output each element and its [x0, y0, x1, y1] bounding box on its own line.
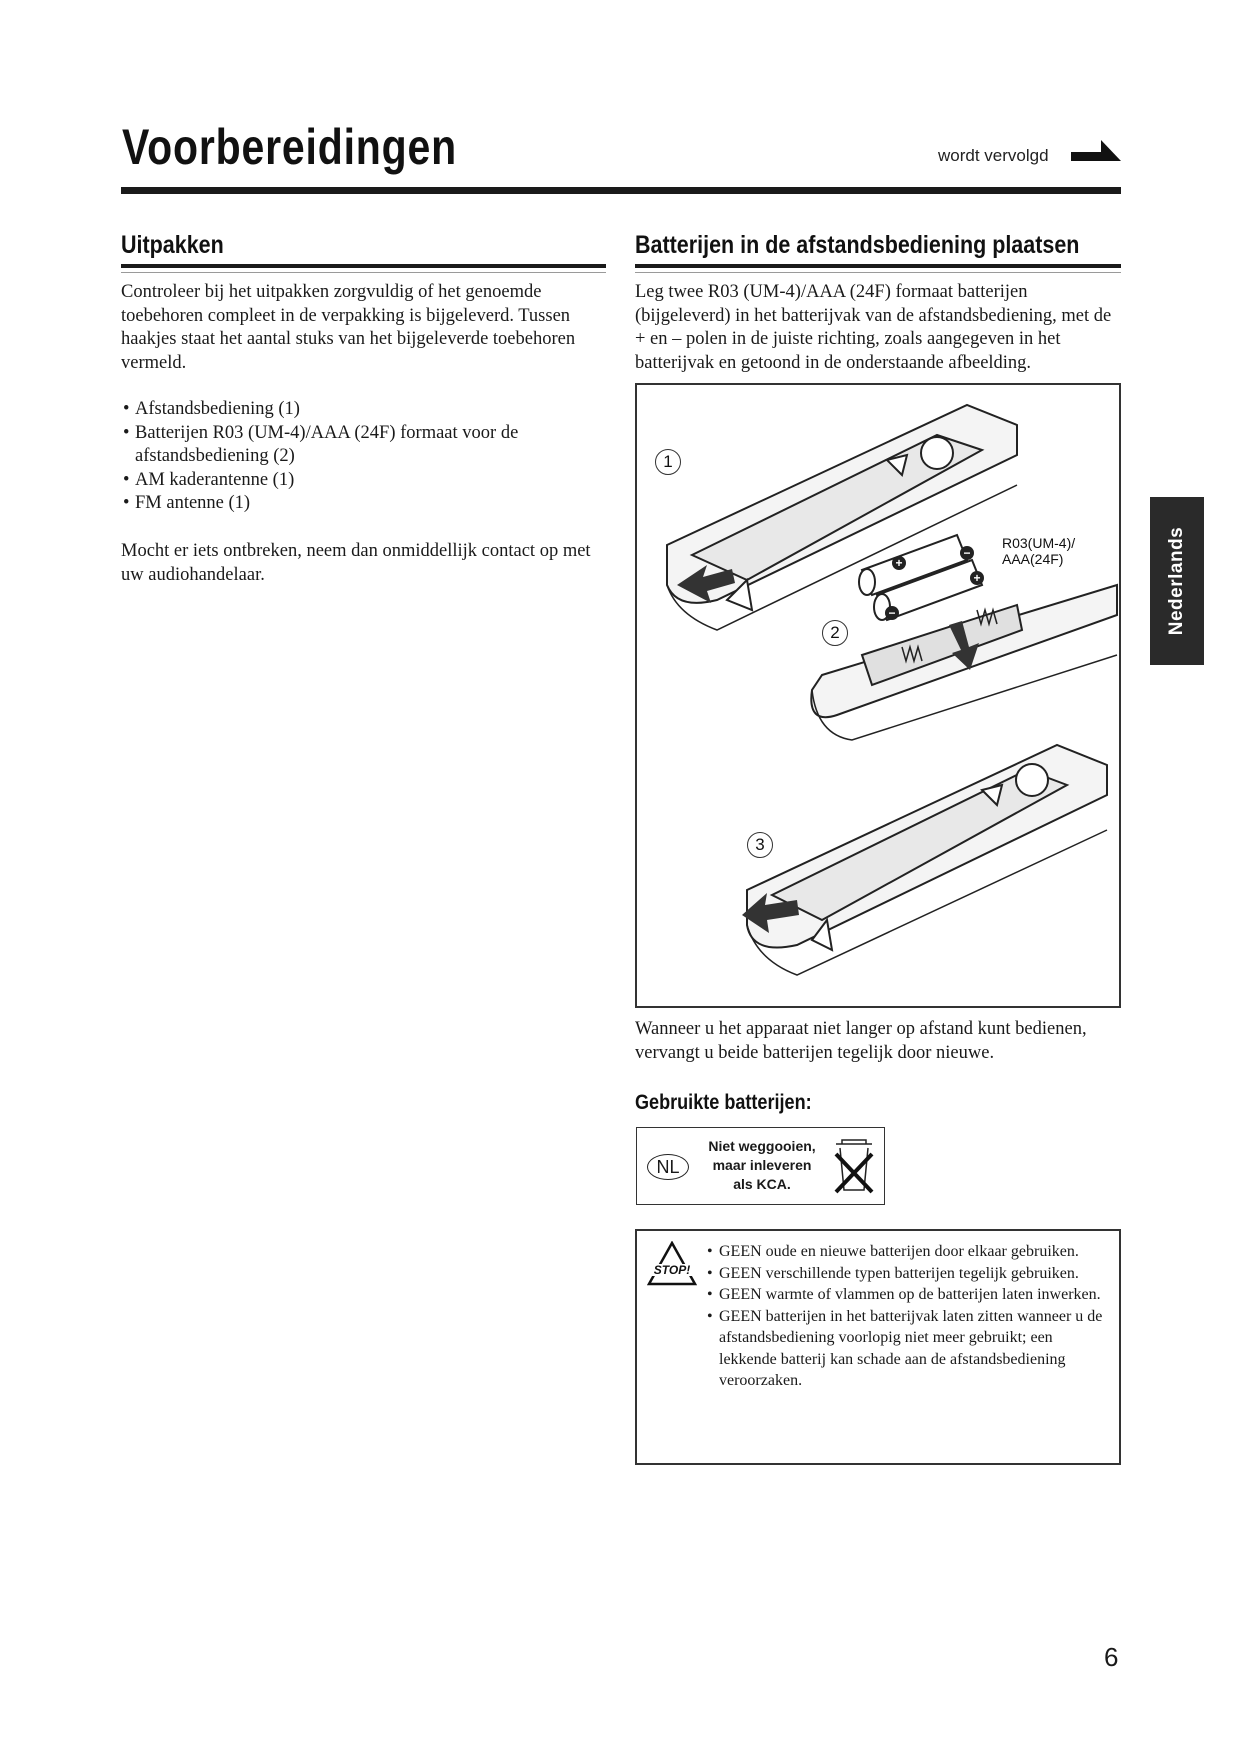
unpacking-rule — [121, 264, 606, 268]
kca-line-2: maar inleveren — [712, 1157, 812, 1173]
step-3-label: 3 — [747, 832, 773, 858]
unpacking-closing-block — [121, 540, 606, 587]
cover-button-1 — [921, 437, 953, 469]
crossed-bin-icon — [830, 1134, 878, 1198]
list-item: • AM kaderantenne (1) — [121, 469, 606, 493]
cover-button-3 — [1016, 764, 1048, 796]
replace-note-block — [635, 1018, 1121, 1065]
continued-label: wordt vervolgd — [938, 146, 1049, 165]
unpacking-closing: Mocht er iets ontbreken, neem dan onmiddellijk contact op met uw audiohandelaar. — [121, 541, 591, 585]
stop-label: STOP! — [653, 1263, 691, 1277]
language-tab — [1150, 497, 1204, 665]
stop-warning-icon — [647, 1241, 697, 1287]
minus-mark: − — [963, 546, 971, 560]
batteries-intro: Leg twee R03 (UM-4)/AAA (24F) formaat batterijen (bijgeleverd) in het batterijvak van de afstandsbediening, met de + en – polen in de juiste richting, zoals aangegeven in het batterijvak en getoond in de onderstaande afbeelding. — [635, 282, 1112, 373]
list-item: • Batterijen R03 (UM-4)/AAA (24F) formaat voor de afstandsbediening (2) — [121, 422, 606, 469]
list-item: • Afstandsbediening (1) — [121, 398, 606, 422]
warning-item: • GEEN warmte of vlammen op de batterijen laten inwerken. — [705, 1284, 1110, 1306]
warning-box — [635, 1229, 1121, 1465]
replace-note: Wanneer u het apparaat niet langer op afstand kunt bedienen, vervangt u beide batterijen tegelijk door nieuwe. — [635, 1019, 1087, 1063]
batteries-rule-thin — [635, 272, 1121, 273]
batteries-heading: Batterijen in de afstandsbediening plaatsen — [635, 231, 1080, 259]
page-number: 6 — [1104, 1642, 1119, 1672]
warning-item: • GEEN batterijen in het batterijvak laten zitten wanneer u de afstandsbediening voorlopig niet meer gebruikt; een lekkende batterij kan schade aan de afstandsbediening veroorzaken. — [705, 1306, 1110, 1392]
warning-item: • GEEN verschillende typen batterijen tegelijk gebruiken. — [705, 1263, 1110, 1285]
kca-notice — [636, 1127, 885, 1205]
battery-type-label-1: R03(UM-4)/ — [1002, 535, 1076, 551]
unpacking-heading: Uitpakken — [121, 231, 224, 259]
batteries-body — [635, 281, 1121, 375]
battery-figure — [635, 383, 1121, 1008]
unpacking-items — [121, 398, 606, 516]
kca-text — [697, 1137, 827, 1194]
title-rule — [121, 187, 1121, 194]
unpacking-intro: Controleer bij het uitpakken zorgvuldig of het genoemde toebehoren compleet in de verpakking is bijgeleverd. Tussen haakjes staat het aantal stuks van het bijgeleverde toebehoren vermeld. — [121, 282, 576, 373]
used-batteries-heading: Gebruikte batterijen: — [635, 1091, 812, 1114]
remote-illustration — [637, 385, 1119, 1006]
list-item: • FM antenne (1) — [121, 492, 606, 516]
batteries-rule — [635, 264, 1121, 268]
step-2-label: 2 — [822, 620, 848, 646]
continue-arrow-icon — [1071, 138, 1121, 164]
kca-line-1: Niet weggooien, — [708, 1138, 816, 1154]
minus-mark: − — [888, 606, 896, 620]
kca-line-3: als KCA. — [733, 1176, 791, 1192]
battery-type-label-2: AAA(24F) — [1002, 551, 1064, 567]
page-title: Voorbereidingen — [122, 119, 458, 175]
nl-badge: NL — [647, 1154, 689, 1180]
plus-mark: + — [895, 556, 903, 570]
warning-item: • GEEN oude en nieuwe batterijen door elkaar gebruiken. — [705, 1241, 1110, 1263]
unpacking-rule-thin — [121, 272, 606, 273]
plus-mark: + — [973, 571, 981, 585]
unpacking-body — [121, 281, 606, 375]
language-tab-label: Nederlands — [1166, 526, 1187, 636]
step-1-label: 1 — [655, 449, 681, 475]
